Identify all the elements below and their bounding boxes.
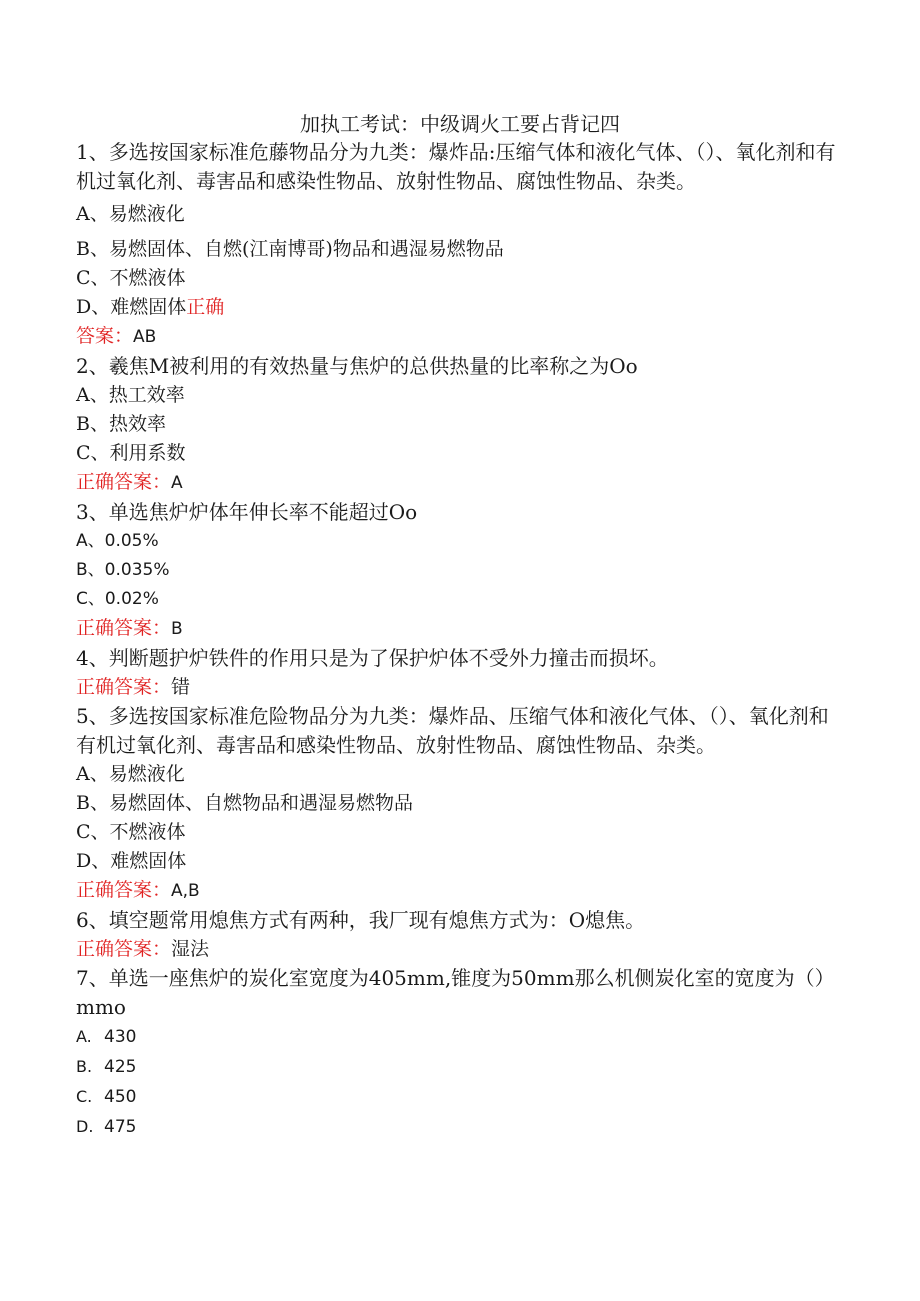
question-5-answer-label: 正确答案： [76,879,172,901]
question-3-answer-value: B [171,619,183,639]
question-4-answer [76,673,836,702]
document-title: 加执工考试：中级调火工要占背记四 [300,112,620,136]
question-7-option-a-value: 430 [104,1027,137,1047]
question-5-answer [76,876,836,906]
question-1-option-a: A、易燃液化 [76,203,185,225]
question-3-text: 3、单选焦炉炉体年伸长率不能超过Oo [76,500,418,524]
question-2-answer [76,468,836,498]
question-5-option-b: B、易燃固体、自燃物品和遇湿易燃物品 [76,792,413,814]
question-3-option-a: A、0.05% [76,531,159,551]
question-1-answer [76,322,836,352]
question-5-option-d: D、难燃固体 [76,850,187,872]
question-2-answer-label: 正确答案： [76,471,172,493]
question-7-option-c [76,1082,836,1112]
question-4-answer-value: 错 [171,676,191,698]
question-7-option-b [76,1052,836,1082]
question-1-option-d-text: D、难燃固体 [76,296,187,318]
question-7-option-b-value: 425 [104,1057,137,1077]
question-6-answer-value: 湿法 [171,938,210,960]
question-7-option-d-letter: D. [76,1117,94,1136]
question-7-option-a [76,1022,836,1052]
question-2-option-a: A、热工效率 [76,384,185,406]
question-5-text: 5、多选按国家标准危险物品分为九类：爆炸品、压缩气体和液化气体、（）、氧化剂和有机过氧化剂、毒害品和感染性物品、放射性物品、腐蚀性物品、杂类。 [76,704,829,757]
question-1-text: 1、多选按国家标准危藤物品分为九类：爆炸品:压缩气体和液化气体、（）、氧化剂和有机过氧化剂、毒害品和感染性物品、放射性物品、腐蚀性物品、杂类。 [76,140,836,193]
question-4-text: 4、判断题护炉铁件的作用只是为了保护炉体不受外力撞击而损坏。 [76,646,669,670]
question-7-option-d [76,1112,836,1142]
question-6-answer [76,935,836,964]
question-2-text: 2、羲焦M被利用的有效热量与焦炉的总供热量的比率称之为Oo [76,354,638,378]
question-3-option-c: C、0.02% [76,589,159,609]
question-5-answer-value: A,B [171,881,200,901]
question-7-option-c-value: 450 [104,1087,137,1107]
question-6-answer-label: 正确答案： [76,938,172,960]
question-6-text: 6、填空题常用熄焦方式有两种，我厂现有熄焦方式为：O熄焦。 [76,908,646,932]
question-5-option-a: A、易燃液化 [76,763,185,785]
question-7-option-d-value: 475 [104,1117,137,1137]
question-2-option-b: B、热效率 [76,413,166,435]
question-2-answer-value: A [171,473,183,493]
question-7-text: 7、单选一座焦炉的炭化室宽度为405mm,锥度为50mm那么机侧炭化室的宽度为（）mmo [76,966,835,1019]
question-1-answer-value: AB [133,327,157,347]
document-body [76,138,836,1142]
question-1-answer-label: 答案： [76,325,134,347]
question-7-option-c-letter: C. [76,1087,93,1106]
question-5-option-c: C、不燃液体 [76,821,186,843]
question-7-option-a-letter: A. [76,1027,92,1046]
question-3-answer [76,614,836,644]
question-1-option-d [76,293,836,322]
question-3-option-b: B、0.035% [76,560,170,580]
question-2-option-c: C、利用系数 [76,442,186,464]
question-4-answer-label: 正确答案： [76,676,172,698]
question-1-option-b: B、易燃固体、自燃(江南博哥)物品和遇湿易燃物品 [76,238,504,260]
question-3-answer-label: 正确答案： [76,617,172,639]
question-1-option-c: C、不燃液体 [76,267,186,289]
question-7-option-b-letter: B. [76,1057,93,1076]
question-1-option-d-suffix: 正确 [186,296,225,318]
